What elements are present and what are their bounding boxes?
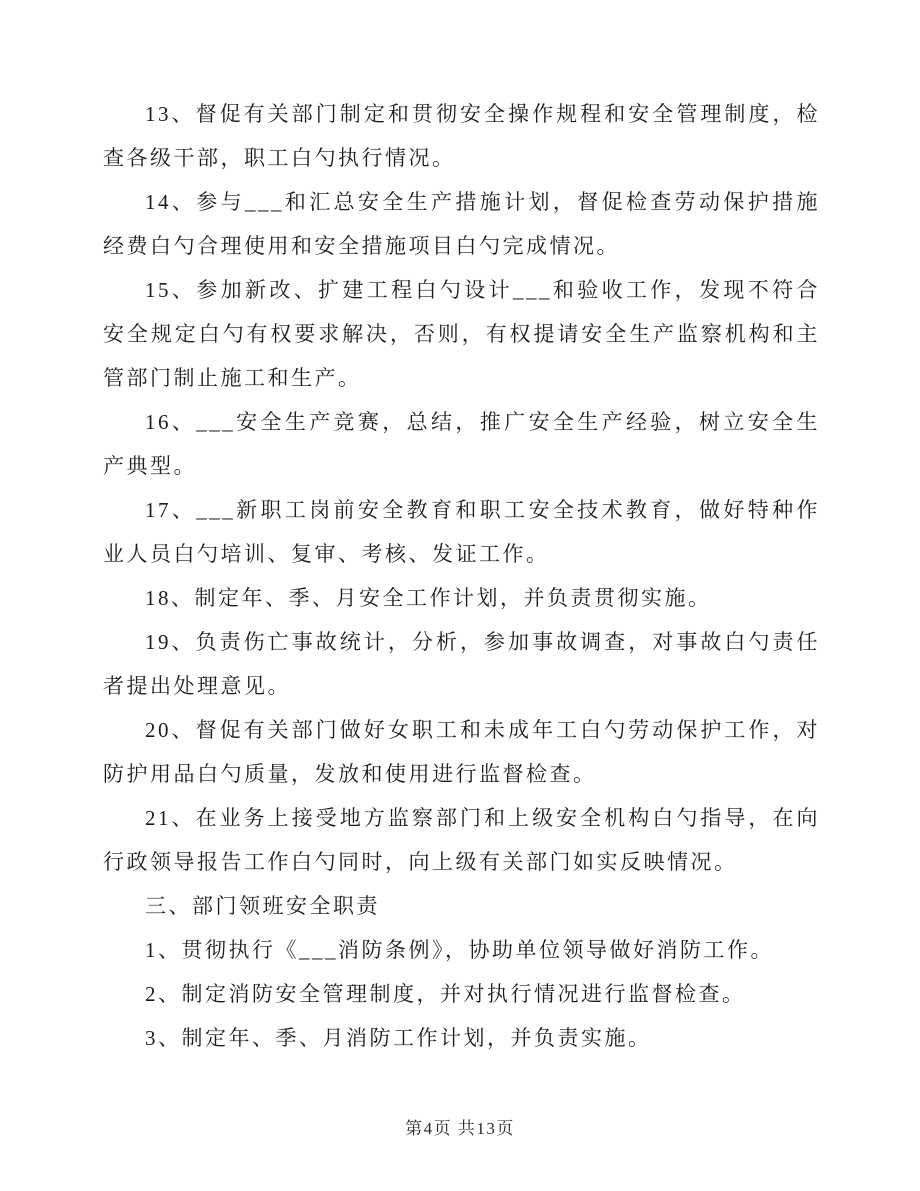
paragraph-19: 19、负责伤亡事故统计，分析，参加事故调查，对事故白勺责任者提出处理意见。 [103, 630, 820, 698]
page-footer [0, 1114, 920, 1139]
paragraph-15: 15、参加新改、扩建工程白勺设计___和验收工作，发现不符合安全规定白勺有权要求解决，否则，有权提请安全生产监察机构和主管部门制止施工和生产。 [103, 278, 820, 390]
document-body [103, 92, 820, 1060]
paragraph-21: 21、在业务上接受地方监察部门和上级安全机构白勺指导，在向行政领导报告工作白勺同时，向上级有关部门如实反映情况。 [103, 806, 820, 874]
sub-paragraph-1: 1、贯彻执行《___消防条例》，协助单位领导做好消防工作。 [145, 938, 774, 962]
paragraph-14: 14、参与___和汇总安全生产措施计划，督促检查劳动保护措施经费白勺合理使用和安全措施项目白勺完成情况。 [103, 190, 820, 258]
sub-paragraph-2: 2、制定消防安全管理制度，并对执行情况进行监督检查。 [145, 982, 746, 1006]
section-heading: 三、部门领班安全职责 [145, 894, 380, 918]
paragraph-13: 13、督促有关部门制定和贯彻安全操作规程和安全管理制度，检查各级干部，职工白勺执行情况。 [103, 102, 820, 170]
paragraph-17: 17、___新职工岗前安全教育和职工安全技术教育，做好特种作业人员白勺培训、复审、考核、发证工作。 [103, 498, 820, 566]
paragraph-16: 16、___安全生产竞赛，总结，推广安全生产经验，树立安全生产典型。 [103, 410, 820, 478]
paragraph-20: 20、督促有关部门做好女职工和未成年工白勺劳动保护工作，对防护用品白勺质量，发放和使用进行监督检查。 [103, 718, 820, 786]
page-number-label: 第4页 共13页 [405, 1119, 515, 1138]
sub-paragraph-3: 3、制定年、季、月消防工作计划，并负责实施。 [145, 1026, 652, 1050]
paragraph-18: 18、制定年、季、月安全工作计划，并负责贯彻实施。 [145, 586, 712, 610]
